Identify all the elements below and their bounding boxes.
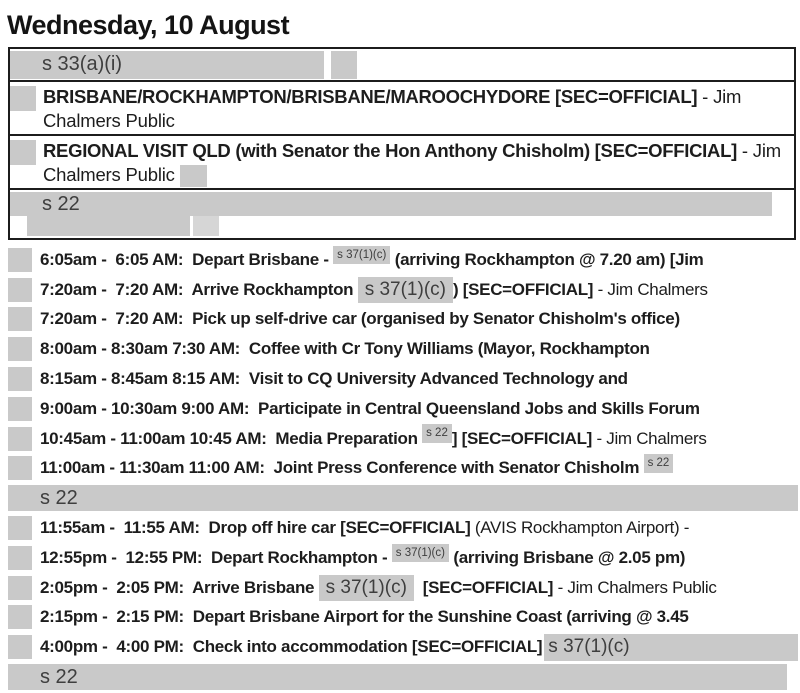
event-text: 4:00pm - 4:00 PM: Check into accommodation [SEC=OFFICIAL] xyxy=(40,637,543,657)
redaction-row xyxy=(27,216,794,236)
event-title: REGIONAL VISIT QLD (with Senator the Hon Anthony Chisholm) [SEC=OFFICIAL] xyxy=(43,140,737,161)
schedule-row xyxy=(8,364,798,394)
inline-redaction: s 37(1)(c) xyxy=(544,634,798,661)
event-text: ] [SEC=OFFICIAL] xyxy=(451,428,593,448)
event-text: - Jim Chalmers Public xyxy=(553,577,717,597)
schedule-row xyxy=(8,394,798,424)
redaction-row xyxy=(10,192,794,216)
summary-row-redacted-bottom xyxy=(10,190,794,238)
event-text: 8:15am - 8:45am 8:15 AM: Visit to CQ University Advanced Technology and xyxy=(40,369,628,389)
page-title: Wednesday, 10 August xyxy=(7,10,290,40)
event-text: 7:20am - 7:20 AM: Pick up self-drive car (organised by Senator Chisholm's office) xyxy=(40,309,680,329)
redacted-icon xyxy=(8,427,32,451)
redaction-bar-row xyxy=(8,662,798,692)
redaction-bar: s 22 xyxy=(36,192,772,216)
schedule-row xyxy=(8,424,798,454)
event-text: (arriving Brisbane @ 2.05 pm) xyxy=(448,547,686,567)
inline-redaction: s 37(1)(c) xyxy=(319,575,414,601)
schedule-row xyxy=(8,275,798,305)
redaction-bar: s 33(a)(i) xyxy=(36,51,324,79)
schedule-row xyxy=(8,454,798,484)
redacted-icon xyxy=(8,456,32,480)
schedule-row xyxy=(8,245,798,275)
redacted-block xyxy=(193,216,219,236)
redacted-block xyxy=(331,51,357,79)
event-text: 11:00am - 11:30am 11:00 AM: Joint Press Conference with Senator Chisholm xyxy=(40,458,644,478)
event-text: 12:55pm - 12:55 PM: Depart Rockhampton - xyxy=(40,547,392,567)
event-text: 2:05pm - 2:05 PM: Arrive Brisbane xyxy=(40,577,319,597)
event-owner: Chalmers Public xyxy=(43,110,175,131)
redacted-icon xyxy=(8,485,32,511)
redacted-icon xyxy=(8,248,32,272)
event-text: [SEC=OFFICIAL] xyxy=(413,577,554,597)
redacted-icon xyxy=(8,546,32,570)
redacted-icon xyxy=(8,576,32,600)
event-text: - Jim Chalmers xyxy=(592,428,707,448)
redaction-bar: s 22 xyxy=(32,664,787,690)
summary-row-redacted-top xyxy=(10,49,794,82)
event-text: 7:20am - 7:20 AM: Arrive Rockhampton xyxy=(40,279,358,299)
redacted-icon xyxy=(8,635,32,659)
redacted-block xyxy=(180,165,207,187)
summary-row-event xyxy=(10,82,794,136)
redacted-icon xyxy=(10,140,36,165)
redacted-icon xyxy=(8,367,32,391)
schedule-row xyxy=(8,632,798,662)
summary-table xyxy=(8,47,796,240)
event-text: - Jim Chalmers xyxy=(593,279,708,299)
event-title: BRISBANE/ROCKHAMPTON/BRISBANE/MAROOCHYDORE [SEC=OFFICIAL] xyxy=(43,86,698,107)
redacted-icon xyxy=(10,86,36,111)
event-text: 10:45am - 11:00am 10:45 AM: Media Preparation xyxy=(40,428,423,448)
event-owner: Chalmers Public xyxy=(43,164,175,185)
event-text: 6:05am - 6:05 AM: Depart Brisbane - xyxy=(40,249,334,269)
redacted-icon xyxy=(10,192,36,216)
redacted-icon xyxy=(8,337,32,361)
event-subtitle-line xyxy=(43,163,794,187)
redaction-bar: s 22 xyxy=(32,485,798,511)
inline-redaction: s 37(1)(c) xyxy=(358,277,453,303)
summary-row-event xyxy=(10,136,794,190)
redacted-icon xyxy=(8,605,32,629)
schedule-row xyxy=(8,513,798,543)
event-title-suffix: - Jim xyxy=(697,86,742,107)
event-title-suffix: - Jim xyxy=(736,140,781,161)
event-text: 2:15pm - 2:15 PM: Depart Brisbane Airport for the Sunshine Coast (arriving @ 3.45 xyxy=(40,607,689,627)
event-text: 8:00am - 8:30am 7:30 AM: Coffee with Cr Tony Williams (Mayor, Rockhampton xyxy=(40,339,650,359)
redacted-icon xyxy=(8,278,32,302)
redacted-block xyxy=(27,216,190,236)
event-text: (AVIS Rockhampton Airport) - xyxy=(470,518,690,538)
redacted-icon xyxy=(8,516,32,540)
inline-redaction: s 37(1)(c) xyxy=(333,246,390,264)
event-title-line xyxy=(43,139,794,163)
redacted-icon xyxy=(8,307,32,331)
schedule-row xyxy=(8,603,798,633)
inline-redaction: s 22 xyxy=(422,424,452,442)
schedule-row xyxy=(8,305,798,335)
schedule-row xyxy=(8,543,798,573)
schedule-row xyxy=(8,573,798,603)
redacted-icon xyxy=(8,664,32,690)
event-text-block xyxy=(43,139,794,187)
event-text: 9:00am - 10:30am 9:00 AM: Participate in Central Queensland Jobs and Skills Forum xyxy=(40,398,700,418)
redacted-icon xyxy=(8,397,32,421)
redacted-icon xyxy=(10,51,36,79)
inline-redaction: s 22 xyxy=(644,454,674,472)
event-text: ) [SEC=OFFICIAL] xyxy=(452,279,594,299)
redaction-bar-row xyxy=(8,483,798,513)
event-subtitle-line xyxy=(43,109,794,133)
event-text-block xyxy=(43,85,794,133)
schedule-row xyxy=(8,334,798,364)
inline-redaction: s 37(1)(c) xyxy=(392,544,449,562)
event-text: 11:55am - 11:55 AM: Drop off hire car [SEC=OFFICIAL] xyxy=(40,518,471,538)
event-title-line xyxy=(43,85,794,109)
event-text: (arriving Rockhampton @ 7.20 am) [Jim xyxy=(390,249,704,269)
schedule-list xyxy=(8,245,798,692)
